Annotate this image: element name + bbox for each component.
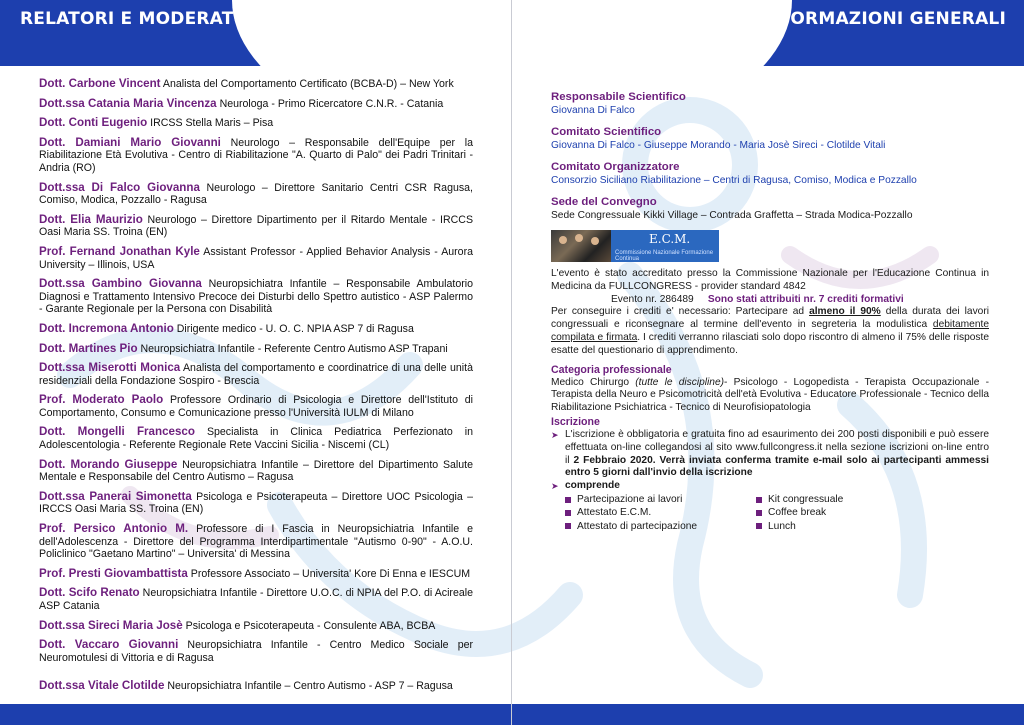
includes-label: comprende	[565, 480, 620, 492]
speaker-entry	[39, 680, 473, 693]
registration-title: Iscrizione	[551, 415, 600, 428]
speaker-name: Dott. Vaccaro Giovanni	[39, 638, 179, 652]
credits-text-2: della durata dei lavori congressuali e riconsegnare al termine dell'evento in segreteria la modulistica	[551, 306, 989, 331]
speaker-entry	[39, 278, 473, 316]
speaker-entry	[39, 587, 473, 612]
speaker-role: Professore Associato – Universita' Kore Di Enna e IESCUM	[187, 567, 471, 580]
speaker-role: Neurologo – Direttore Dipartimento per il Ritardo Mentale - IRCCS Oasi Maria SS. Troina (EN)	[39, 213, 474, 239]
speaker-entry	[39, 137, 473, 175]
footer-bar	[0, 704, 1024, 725]
registration-confirmation: . Verrà inviata conferma tramite e-mail solo ai partecipanti ammessi entro 5 giorni dall'invio della iscrizione	[565, 454, 989, 479]
ecm-logo-label: E.C.M.	[649, 232, 691, 246]
ecm-logo-subtitle: Commissione Nazionale Formazione Continua	[615, 250, 714, 262]
credits-text-1: Per conseguire i crediti e' necessario: Partecipare ad	[551, 306, 810, 318]
category-lead: Medico Chirurgo	[551, 376, 636, 388]
speaker-name: Prof. Fernand Jonathan Kyle	[39, 244, 200, 258]
speaker-entry	[39, 426, 473, 451]
speaker-role: Neuropsichiatra Infantile - Centro Medico Sociale per Neuromotulesi di Vittoria e di Ragusa	[39, 639, 474, 664]
speaker-role: Neuropsichiatra Infantile – Centro Autismo - ASP 7 – Ragusa	[164, 680, 453, 693]
includes-bullet	[551, 480, 989, 493]
credits-highlight-forms: debitamente compilata e firmata	[551, 319, 989, 343]
speaker-name: Dott. Martines Pio	[39, 341, 138, 355]
speaker-name: Prof. Persico Antonio M.	[39, 522, 189, 536]
info-section-organizing-committee	[551, 160, 989, 187]
section-title-general-info: INFORMAZIONI GENERALI	[757, 9, 1006, 29]
speaker-role: Neurologo – Responsabile dell'Equipe per la Riabilitazione Età Evolutiva - Centro di Riabilitazione "A. Quarto di Palo" dei Padri Trinitari - Andria (RO)	[39, 136, 474, 174]
speaker-entry	[39, 639, 473, 664]
speaker-entry	[39, 182, 473, 207]
speaker-role: Neuropsichiatra Infantile - Referente Centro Autismo ASP Trapani	[137, 342, 448, 355]
speaker-name: Dott.ssa Miserotti Monica	[39, 361, 181, 375]
info-section-title: Comitato Scientifico	[551, 126, 662, 138]
speaker-role: Professore di I Fascia in Neuropsichiatria Infantile e dell'Adolescenza - Direttore del Programma Interdipartimentale "Autismo 0-90" - A.O.U. Policlinico "Gaetano Martino" – Universita' di Messina	[39, 523, 473, 561]
info-section-title: Responsabile Scientifico	[551, 91, 686, 103]
info-section-scientific-lead	[551, 90, 989, 117]
includes-item: Attestato E.C.M.	[565, 506, 756, 519]
registration-bullet	[551, 429, 989, 480]
speaker-entry	[39, 246, 473, 271]
speaker-name: Dott. Damiani Mario Giovanni	[39, 135, 221, 149]
includes-item: Kit congressuale	[756, 493, 956, 506]
speaker-entry	[39, 491, 473, 516]
includes-item: Lunch	[756, 520, 956, 533]
section-title-speakers: RELATORI E MODERATORI	[20, 9, 268, 29]
speaker-name: Dott. Carbone Vincent	[39, 77, 161, 90]
speaker-entry	[39, 343, 473, 356]
page-fold-line	[511, 0, 512, 725]
info-section-title: Sede del Convegno	[551, 196, 657, 208]
includes-item: Partecipazione ai lavori	[565, 493, 756, 506]
event-number: Evento nr. 286489	[611, 293, 694, 305]
speaker-entry	[39, 568, 473, 581]
credits-text-3: . I crediti verranno rilasciati solo dopo riscontro di almeno il 75% delle risposte esatte del questionario di apprendimento.	[551, 331, 990, 356]
speaker-role: Neurologo – Direttore Sanitario Centri CSR Ragusa, Comiso, Modica, Pozzallo - Ragusa	[39, 181, 473, 207]
speaker-entry	[39, 98, 473, 111]
speaker-role: Assistant Professor - Applied Behavior Analysis - Aurora University – Illinois, USA	[39, 245, 473, 271]
arrow-icon: ➤	[551, 481, 559, 492]
speaker-name: Dott. Morando Giuseppe	[39, 457, 178, 471]
accreditation-text: L'evento è stato accreditato presso la Commissione Nazionale per l'Educazione Continua in Medicina da FULLCONGRESS - provider standard 4842	[551, 268, 989, 292]
speaker-name: Prof. Moderato Paolo	[39, 393, 164, 407]
speaker-name: Dott.ssa Di Falco Giovanna	[39, 180, 200, 194]
square-bullet-icon	[756, 510, 762, 516]
speaker-role: Specialista in Clinica Pediatrica Perfezionato in Adolescentologia - Referente Regionale Rete Vaccini Sicilia - Niscemi (CL)	[39, 426, 473, 452]
speaker-role: IRCSS Stella Maris – Pisa	[147, 117, 274, 130]
speaker-role: Neurologa - Primo Ricercatore C.N.R. - Catania	[216, 97, 444, 110]
ecm-logo	[551, 230, 719, 262]
speaker-entry	[39, 523, 473, 561]
info-section-value: Sede Congressuale Kikki Village – Contrada Graffetta – Strada Modica-Pozzallo	[551, 210, 913, 221]
speaker-role: Analista del Comportamento Certificato (BCBA-D) – New York	[160, 78, 454, 90]
speaker-entry	[39, 620, 473, 633]
arrow-icon: ➤	[551, 429, 559, 440]
speaker-name: Dott. Conti Eugenio	[39, 116, 148, 130]
speaker-name: Dott.ssa Vitale Clotilde	[39, 679, 165, 693]
info-section-title: Comitato Organizzatore	[551, 161, 680, 173]
speakers-list	[39, 78, 473, 693]
speaker-role: Psicologa e Psicoterapeuta - Consulente ABA, BCBA	[182, 619, 436, 632]
speaker-role: Professore Ordinario di Psicologia e Direttore dell'Istituto di Comportamento, Consumo e Comunicazione presso l'Università IULM di Milano	[39, 394, 473, 419]
ecm-logo-photo	[551, 230, 611, 262]
includes-list	[565, 493, 989, 533]
info-section-venue	[551, 195, 989, 222]
speaker-name: Dott. Incremona Antonio	[39, 321, 174, 335]
category-text	[551, 377, 989, 415]
speaker-role: Dirigente medico - U. O. C. NPIA ASP 7 di Ragusa	[173, 322, 414, 335]
registration-text-1: L'iscrizione è obbligatoria e gratuita fino ad esaurimento dei 200 posti disponibili e può essere effettuata on-line collegandosi al sito www.fullcongress.it nella sezione iscrizioni on-line entro il	[565, 428, 989, 466]
speaker-role: Analista del comportamento e coordinatrice di una delle unità residenziali della Fondazione Sospiro - Brescia	[39, 362, 473, 387]
speaker-entry	[39, 78, 473, 91]
speaker-role: Psicologa e Psicoterapeuta – Direttore UOC Psicologia – IRCCS Oasi Maria SS. Troina (EN)	[39, 490, 473, 516]
speaker-name: Dott.ssa Catania Maria Vincenza	[39, 96, 217, 110]
speaker-name: Dott. Mongelli Francesco	[39, 425, 195, 439]
category-rest: - Psicologo - Logopedista - Terapista Occupazionale - Terapista della Neuro e Psicomotricità dell'età Evolutiva - Educatore Professionale - Tecnico della Riabilitazione Psichiatrica - Tecnico di Neurofisiopatologia	[551, 376, 989, 414]
includes-item: Coffee break	[756, 506, 956, 519]
speaker-entry	[39, 117, 473, 130]
info-section-value: Giovanna Di Falco - Giuseppe Morando - Maria Josè Sireci - Clotilde Vitali	[551, 140, 886, 151]
speaker-role: Neuropsichiatra Infantile – Direttore del Dipartimento Salute Mentale e Responsabile del Centro Autismo – Ragusa	[39, 458, 473, 484]
general-info	[551, 90, 989, 533]
speaker-role: Neuropsichiatra Infantile - Direttore U.O.C. di NPIA del P.O. di Acireale ASP Catania	[39, 587, 473, 612]
registration-deadline: 2 Febbraio 2020	[573, 454, 653, 466]
square-bullet-icon	[565, 510, 571, 516]
speaker-entry	[39, 323, 473, 336]
square-bullet-icon	[565, 523, 571, 529]
accreditation-event	[551, 294, 989, 307]
speaker-entry	[39, 362, 473, 387]
speaker-name: Prof. Presti Giovambattista	[39, 566, 188, 580]
speaker-entry	[39, 394, 473, 419]
registration-text	[565, 429, 989, 480]
speaker-entry	[39, 214, 473, 239]
category-italic: (tutte le discipline)	[635, 376, 725, 388]
speaker-name: Dott.ssa Sireci Maria Josè	[39, 618, 183, 632]
speaker-name: Dott.ssa Panerai Simonetta	[39, 489, 192, 503]
square-bullet-icon	[756, 523, 762, 529]
category-title: Categoria professionale	[551, 363, 672, 376]
speaker-name: Dott.ssa Gambino Giovanna	[39, 277, 202, 291]
info-section-scientific-committee	[551, 125, 989, 152]
speaker-role: Neuropsichiatra Infantile – Responsabile Ambulatorio Diagnosi e Trattamento Intensivo Precoce dei Disturbi dello Spettro autistico - ASP Palermo - Garante Regionale per la Persona con Disabilità	[39, 278, 473, 316]
credits-awarded: Sono stati attribuiti nr. 7 crediti formativi	[707, 293, 904, 305]
speaker-name: Dott. Elia Maurizio	[39, 212, 143, 226]
credits-requirements	[551, 306, 989, 357]
info-section-value: Giovanna Di Falco	[551, 105, 635, 116]
square-bullet-icon	[756, 497, 762, 503]
includes-item: Attestato di partecipazione	[565, 520, 756, 533]
credits-highlight-attendance: almeno il 90%	[809, 306, 881, 318]
info-section-value: Consorzio Siciliano Riabilitazione – Centri di Ragusa, Comiso, Modica e Pozzallo	[551, 175, 917, 186]
square-bullet-icon	[565, 497, 571, 503]
speaker-name: Dott. Scifo Renato	[39, 586, 140, 600]
speaker-entry	[39, 459, 473, 484]
